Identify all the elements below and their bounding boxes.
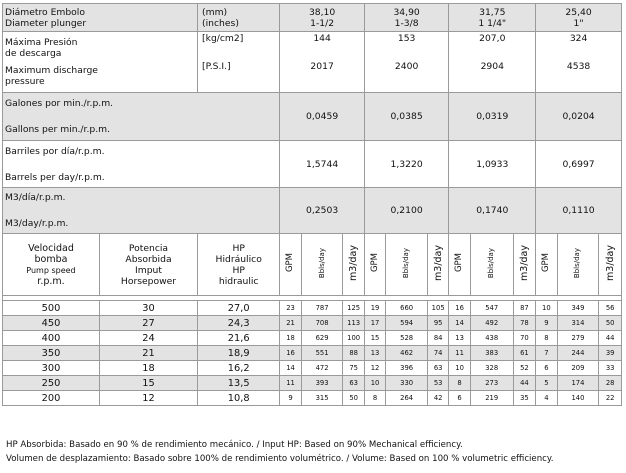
bbls-cell: 140 <box>557 391 599 406</box>
gallons-value-1: 0,0459 <box>280 93 365 141</box>
bbls-cell: 328 <box>470 361 513 376</box>
rpm-cell: 400 <box>3 331 100 346</box>
speed-header-line: r.p.m. <box>37 275 65 287</box>
bbls-header <box>386 234 428 296</box>
diameter-col-4 <box>536 4 622 32</box>
m3-row <box>3 188 622 234</box>
gallons-value-2: 0,0385 <box>364 93 449 141</box>
bbls-header-text: Bbls/day <box>573 247 582 279</box>
m3day-cell: 52 <box>513 361 536 376</box>
pressure-col-3 <box>449 32 536 93</box>
m3day-cell: 44 <box>513 376 536 391</box>
m3day-header-text: m3/day <box>518 245 530 281</box>
pressure-kg: 207,0 <box>479 33 506 44</box>
gpm-cell: 18 <box>280 331 301 346</box>
gpm-cell: 13 <box>449 331 470 346</box>
bbls-cell: 787 <box>301 301 343 316</box>
pressure-kg: 324 <box>569 33 588 44</box>
hp-header-line: hidraulic <box>218 275 259 287</box>
m3-label-es: M3/día/r.p.m. <box>5 192 66 203</box>
unit-mm: (mm) <box>202 6 228 18</box>
footnote-mechanical: HP Absorbida: Basado en 90 % de rendimiento mecánico. / Input HP: Based on 90% Mechanical efficiency. <box>6 440 463 450</box>
diameter-col-1 <box>280 4 365 32</box>
gpm-cell: 12 <box>364 361 385 376</box>
m3day-cell: 84 <box>427 331 448 346</box>
m3day-cell: 56 <box>599 301 622 316</box>
m3-label <box>3 188 280 234</box>
bbls-header-text: Bbls/day <box>317 247 326 279</box>
m3day-cell: 125 <box>343 301 364 316</box>
bbls-cell: 330 <box>386 376 428 391</box>
rpm-cell: 250 <box>3 376 100 391</box>
gpm-cell: 5 <box>536 376 557 391</box>
max-pressure-row <box>3 32 622 93</box>
pressure-kg: 144 <box>313 33 331 44</box>
m3day-cell: 88 <box>343 346 364 361</box>
diameter-units <box>198 4 280 32</box>
power-cell: 27 <box>99 316 197 331</box>
pressure-col-2 <box>364 32 449 93</box>
barrels-label <box>3 141 280 188</box>
m3day-cell: 87 <box>513 301 536 316</box>
diameter-inches: 1-3/8 <box>394 17 419 29</box>
performance-row <box>3 391 622 406</box>
gpm-header <box>280 234 301 296</box>
hp-header-line: HP <box>232 264 245 276</box>
gpm-cell: 11 <box>449 346 470 361</box>
bbls-cell: 279 <box>557 331 599 346</box>
diameter-mm: 25,40 <box>565 6 592 18</box>
m3day-cell: 100 <box>343 331 364 346</box>
performance-row <box>3 316 622 331</box>
bbls-cell: 314 <box>557 316 599 331</box>
bbls-header-text: Bbls/day <box>487 247 496 279</box>
diameter-inches: 1-1/2 <box>310 17 335 29</box>
m3day-cell: 105 <box>427 301 448 316</box>
hp-cell: 16,2 <box>198 361 280 376</box>
bbls-header <box>557 234 599 296</box>
diameter-mm: 34,90 <box>393 6 420 18</box>
power-header-line: Horsepower <box>120 275 177 287</box>
hp-header-line: HP <box>232 242 245 254</box>
bbls-cell: 174 <box>557 376 599 391</box>
pressure-psi: 2904 <box>480 61 504 72</box>
gpm-cell: 23 <box>280 301 301 316</box>
bbls-cell: 629 <box>301 331 343 346</box>
hp-cell: 21,6 <box>198 331 280 346</box>
power-cell: 21 <box>99 346 197 361</box>
gpm-cell: 4 <box>536 391 557 406</box>
bbls-cell: 244 <box>557 346 599 361</box>
hp-cell: 18,9 <box>198 346 280 361</box>
hp-cell: 24,3 <box>198 316 280 331</box>
m3day-cell: 78 <box>513 316 536 331</box>
diameter-inches: 1 1/4" <box>478 17 507 29</box>
bbls-cell: 708 <box>301 316 343 331</box>
performance-body <box>3 301 622 406</box>
rpm-cell: 300 <box>3 361 100 376</box>
speed-header-line: Pump speed <box>26 265 76 275</box>
rpm-cell: 350 <box>3 346 100 361</box>
bbls-cell: 273 <box>470 376 513 391</box>
gpm-cell: 14 <box>280 361 301 376</box>
bbls-cell: 547 <box>470 301 513 316</box>
performance-row <box>3 301 622 316</box>
power-cell: 18 <box>99 361 197 376</box>
pressure-col-4 <box>536 32 622 93</box>
diameter-label-es: Diámetro Embolo <box>5 6 85 18</box>
bbls-header-text: Bbls/day <box>402 247 411 279</box>
performance-row <box>3 331 622 346</box>
diameter-mm: 31,75 <box>479 6 506 18</box>
m3day-cell: 61 <box>513 346 536 361</box>
gpm-cell: 7 <box>536 346 557 361</box>
bbls-cell: 383 <box>470 346 513 361</box>
gpm-cell: 10 <box>536 301 557 316</box>
m3day-header-text: m3/day <box>432 245 444 281</box>
gpm-cell: 16 <box>280 346 301 361</box>
barrels-label-en: Barrels per day/r.p.m. <box>5 171 105 183</box>
hp-cell: 27,0 <box>198 301 280 316</box>
bbls-cell: 472 <box>301 361 343 376</box>
performance-row <box>3 346 622 361</box>
speed-header <box>3 234 100 296</box>
max-pressure-label-es-2: de descarga <box>5 48 62 59</box>
hp-header-line: Hidráulico <box>215 253 262 265</box>
bbls-cell: 462 <box>386 346 428 361</box>
barrels-row <box>3 141 622 188</box>
diameter-mm: 38,10 <box>308 6 336 18</box>
m3-value-3: 0,1740 <box>449 188 536 234</box>
unit-inches: (inches) <box>202 17 239 29</box>
gpm-cell: 13 <box>364 346 385 361</box>
max-pressure-label-en-1: Maximum discharge <box>5 65 98 76</box>
gpm-header-text: GPM <box>285 253 296 273</box>
unit-kg-cm2: [kg/cm2] <box>202 33 244 44</box>
pressure-kg: 153 <box>397 33 416 44</box>
power-cell: 30 <box>99 301 197 316</box>
gpm-header <box>536 234 557 296</box>
max-pressure-label <box>3 32 198 93</box>
bbls-cell: 528 <box>386 331 428 346</box>
gpm-cell: 8 <box>449 376 470 391</box>
m3day-cell: 35 <box>513 391 536 406</box>
m3-value-4: 0,1110 <box>536 188 622 234</box>
m3day-cell: 63 <box>343 376 364 391</box>
bbls-cell: 349 <box>557 301 599 316</box>
bbls-cell: 438 <box>470 331 513 346</box>
m3day-header <box>513 234 536 296</box>
barrels-value-1: 1,5744 <box>280 141 365 188</box>
gallons-label <box>3 93 280 141</box>
gpm-cell: 6 <box>536 361 557 376</box>
bbls-cell: 492 <box>470 316 513 331</box>
speed-header-line: bomba <box>34 253 68 265</box>
rpm-cell: 500 <box>3 301 100 316</box>
m3day-cell: 44 <box>599 331 622 346</box>
footnote-volumetric: Volumen de desplazamiento: Basado sobre 100% de rendimiento volumétrico. / Volume: Based on 100 % volumetric efficiency. <box>6 454 554 464</box>
diameter-label-en: Diameter plunger <box>5 17 87 29</box>
rpm-cell: 200 <box>3 391 100 406</box>
gpm-cell: 8 <box>536 331 557 346</box>
diameter-inches: 1" <box>573 17 584 29</box>
pressure-psi: 2400 <box>394 61 419 72</box>
gallons-value-3: 0,0319 <box>449 93 536 141</box>
gpm-cell: 17 <box>364 316 385 331</box>
barrels-value-4: 0,6997 <box>536 141 622 188</box>
gpm-header-text: GPM <box>454 253 465 273</box>
gpm-cell: 11 <box>280 376 301 391</box>
gallons-label-es: Galones por min./r.p.m. <box>5 98 114 109</box>
power-header <box>99 234 197 296</box>
max-pressure-units <box>198 32 280 93</box>
m3day-cell: 28 <box>599 376 622 391</box>
m3day-cell: 39 <box>599 346 622 361</box>
gpm-cell: 10 <box>364 376 385 391</box>
diameter-col-3 <box>449 4 536 32</box>
m3day-cell: 22 <box>599 391 622 406</box>
m3day-cell: 63 <box>427 361 448 376</box>
pressure-col-1 <box>280 32 365 93</box>
m3day-cell: 53 <box>427 376 448 391</box>
max-pressure-label-es-1: Máxima Presión <box>5 37 78 48</box>
bbls-cell: 393 <box>301 376 343 391</box>
m3-value-1: 0,2503 <box>280 188 365 234</box>
speed-header-line: Velocidad <box>28 242 74 254</box>
hp-cell: 10,8 <box>198 391 280 406</box>
gpm-header <box>449 234 470 296</box>
gpm-cell: 15 <box>364 331 385 346</box>
gpm-cell: 10 <box>449 361 470 376</box>
bbls-cell: 219 <box>470 391 513 406</box>
m3day-cell: 70 <box>513 331 536 346</box>
bbls-cell: 660 <box>386 301 428 316</box>
bbls-cell: 594 <box>386 316 428 331</box>
m3day-cell: 50 <box>599 316 622 331</box>
max-pressure-label-en-2: pressure <box>5 76 45 87</box>
performance-row <box>3 376 622 391</box>
m3day-header <box>343 234 364 296</box>
bbls-cell: 396 <box>386 361 428 376</box>
performance-header-row <box>3 234 622 296</box>
gpm-cell: 19 <box>364 301 385 316</box>
power-cell: 15 <box>99 376 197 391</box>
diameter-col-2 <box>364 4 449 32</box>
hp-header <box>198 234 280 296</box>
barrels-value-3: 1,0933 <box>449 141 536 188</box>
m3day-cell: 74 <box>427 346 448 361</box>
bbls-cell: 209 <box>557 361 599 376</box>
power-header-line: Imput <box>135 264 162 276</box>
bbls-header <box>301 234 343 296</box>
m3day-cell: 113 <box>343 316 364 331</box>
m3day-cell: 33 <box>599 361 622 376</box>
bbls-cell: 315 <box>301 391 343 406</box>
bbls-header <box>470 234 513 296</box>
m3day-header <box>427 234 448 296</box>
m3day-cell: 50 <box>343 391 364 406</box>
m3-label-en: M3/day/r.p.m. <box>5 218 69 229</box>
pressure-psi: 2017 <box>310 61 334 72</box>
bbls-cell: 264 <box>386 391 428 406</box>
unit-psi: [P.S.I.] <box>202 61 231 72</box>
gallons-value-4: 0,0204 <box>536 93 622 141</box>
m3day-header-text: m3/day <box>604 245 616 281</box>
diameter-row <box>3 4 622 32</box>
gpm-cell: 14 <box>449 316 470 331</box>
gpm-cell: 8 <box>364 391 385 406</box>
gpm-cell: 21 <box>280 316 301 331</box>
gpm-header-text: GPM <box>540 253 551 273</box>
m3day-cell: 42 <box>427 391 448 406</box>
spec-table <box>2 3 622 406</box>
gpm-cell: 9 <box>280 391 301 406</box>
rpm-cell: 450 <box>3 316 100 331</box>
power-cell: 24 <box>99 331 197 346</box>
barrels-value-2: 1,3220 <box>364 141 449 188</box>
pressure-psi: 4538 <box>566 61 591 72</box>
barrels-label-es: Barriles por día/r.p.m. <box>5 145 105 157</box>
power-header-line: Potencia <box>128 242 169 254</box>
power-header-line: Absorbida <box>125 253 172 265</box>
gallons-label-en: Gallons per min./r.p.m. <box>5 124 111 135</box>
hp-cell: 13,5 <box>198 376 280 391</box>
m3day-header <box>599 234 622 296</box>
bbls-cell: 551 <box>301 346 343 361</box>
gallons-row <box>3 93 622 141</box>
gpm-header <box>364 234 385 296</box>
diameter-label <box>3 4 198 32</box>
gpm-header-text: GPM <box>369 253 380 273</box>
m3-value-2: 0,2100 <box>364 188 449 234</box>
m3day-header-text: m3/day <box>348 245 360 281</box>
gpm-cell: 6 <box>449 391 470 406</box>
m3day-cell: 75 <box>343 361 364 376</box>
footnotes <box>6 438 553 466</box>
m3day-cell: 95 <box>427 316 448 331</box>
power-cell: 12 <box>99 391 197 406</box>
gpm-cell: 16 <box>449 301 470 316</box>
performance-row <box>3 361 622 376</box>
gpm-cell: 9 <box>536 316 557 331</box>
